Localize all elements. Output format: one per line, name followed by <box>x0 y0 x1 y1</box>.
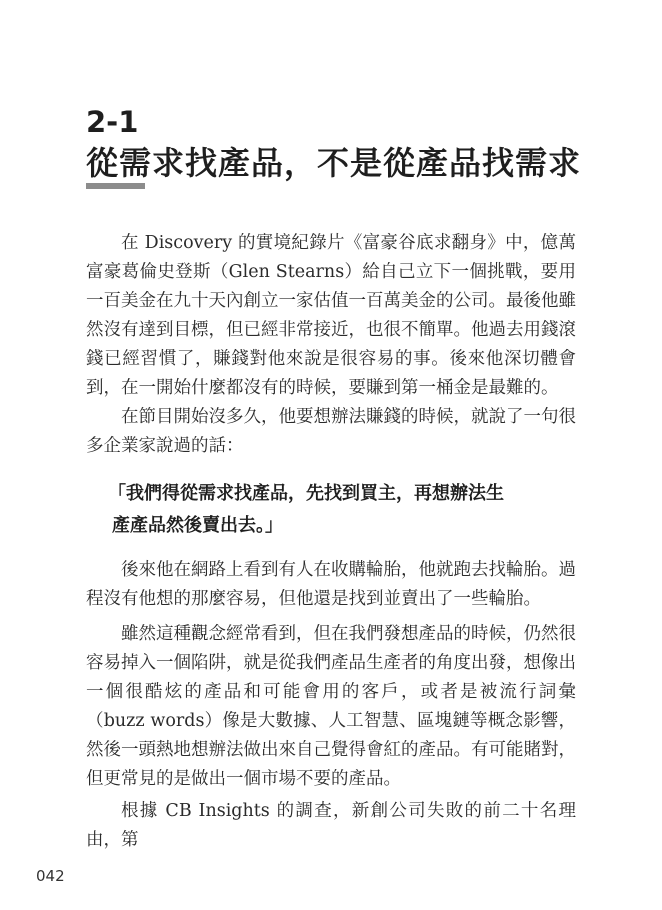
pull-quote <box>108 478 578 542</box>
pull-quote-line-1: 「我們得從需求找產品，先找到買主，再想辦法生 <box>108 483 504 504</box>
section-title: 從需求找產品，不是從產品找需求 <box>86 144 582 182</box>
section-number: 2-1 <box>86 105 139 139</box>
paragraph-3: 後來他在網路上看到有人在收購輪胎，他就跑去找輪胎。過程沒有他想的那麼容易，但他還是找到並賣出了一些輪胎。 <box>86 560 576 609</box>
title-underline <box>86 183 145 189</box>
paragraph-1: 在 Discovery 的實境紀錄片《富豪谷底求翻身》中，億萬富豪葛倫史登斯（Glen Stearns）給自己立下一個挑戰，要用一百美金在九十天內創立一家估值一百萬美金的公司。最後他雖然沒有達到目標，但已經非常接近，也很不簡單。他過去用錢滾錢已經習慣了，賺錢對他來說是很容易的事。後來他深切體會到，在一開始什麼都沒有的時候，要賺到第一桶金是最難的。 <box>86 233 576 398</box>
paragraph-2: 在節目開始沒多久，他要想辦法賺錢的時候，就說了一句很多企業家說過的話： <box>86 407 576 456</box>
page-number: 042 <box>36 867 65 885</box>
pull-quote-line-2: 產產品然後賣出去。」 <box>112 515 283 536</box>
paragraph-4: 雖然這種觀念經常看到，但在我們發想產品的時候，仍然很容易掉入一個陷阱，就是從我們產品生產者的角度出發，想像出一個很酷炫的產品和可能會用的客戶，或者是被流行詞彙（buzz words）像是大數據、人工智慧、區塊鏈等概念影響，然後一頭熱地想辦法做出來自己覺得會紅的產品。有可能賭對，但更常見的是做出一個市場不要的產品。 <box>86 624 576 789</box>
paragraph-5: 根據 CB Insights 的調查，新創公司失敗的前二十名理由，第 <box>86 801 576 850</box>
